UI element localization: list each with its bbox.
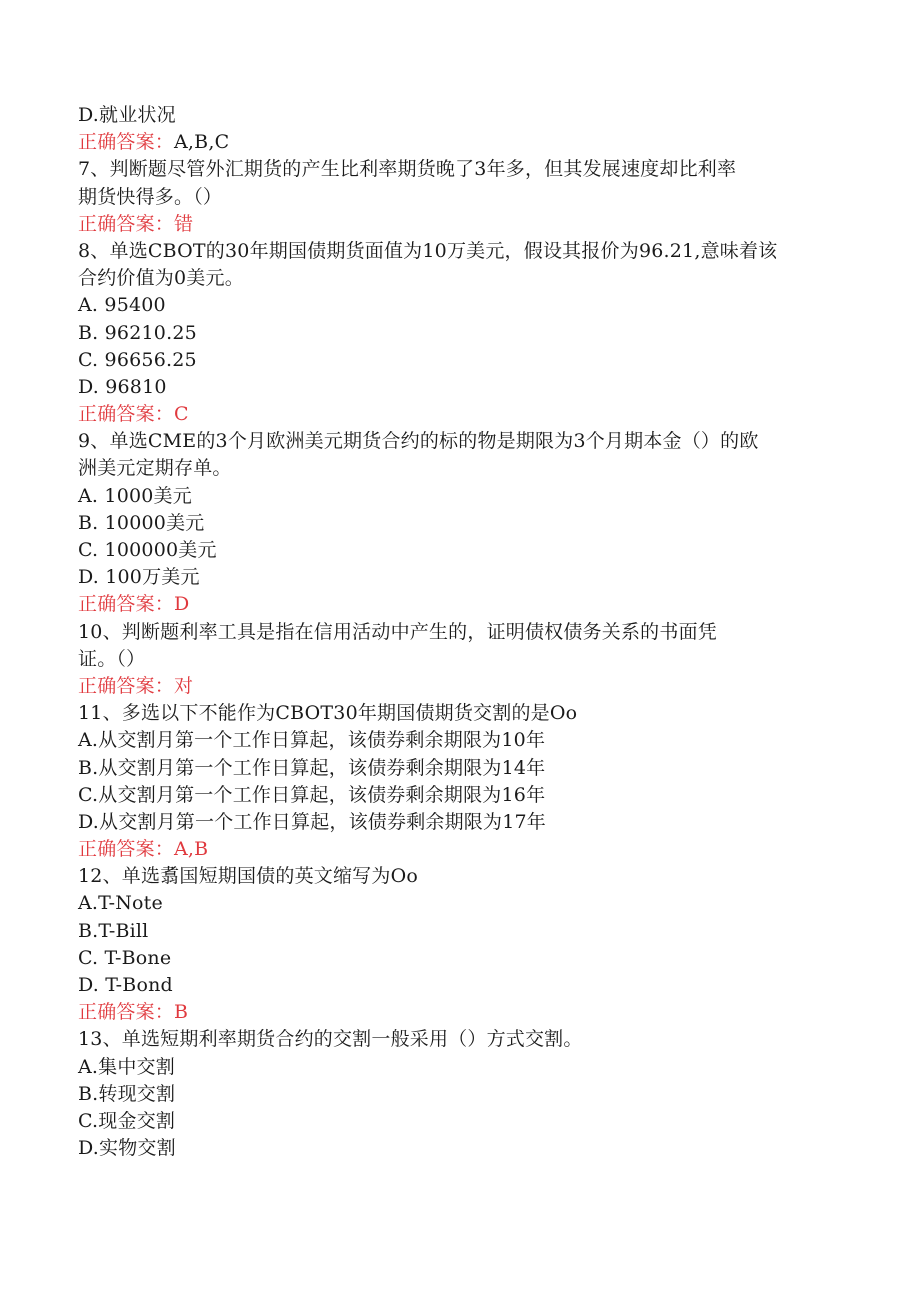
answer-label: 正确答案： — [78, 403, 175, 426]
answer-value: 对 — [174, 674, 194, 697]
option-b: B.从交割月第一个工作日算起，该债券剩余期限为14年 — [78, 756, 546, 779]
answer-value: A,B — [174, 838, 209, 861]
option-d: D. T-Bond — [78, 974, 173, 996]
correct-answer — [78, 591, 848, 618]
option-b: B. 96210.25 — [78, 321, 197, 344]
answer-value: C — [174, 403, 189, 426]
question-text-cont: 洲美元定期存单。 — [78, 457, 232, 480]
option-b: B. 10000美元 — [78, 511, 205, 534]
question-text-cont: 证。（） — [78, 647, 146, 670]
question-10 — [78, 619, 848, 701]
correct-answer — [78, 999, 848, 1026]
correct-answer — [78, 211, 848, 238]
option-c: C. 96656.25 — [78, 348, 197, 371]
option-d: D. 100万美元 — [78, 566, 200, 589]
answer-label: 正确答案： — [78, 674, 175, 697]
option-c: C. T-Bone — [78, 946, 172, 969]
question-7 — [78, 156, 848, 238]
answer-value: 错 — [174, 212, 194, 235]
correct-answer — [78, 836, 848, 863]
question-text: 12、单选翥国短期国债的英文缩写为Oo — [78, 865, 418, 888]
question-text: 10、判断题利率工具是指在信用活动中产生的，证明债权债务关系的书面凭 — [78, 620, 717, 643]
option-d: D. 96810 — [78, 375, 167, 398]
option-a: A.T-Note — [78, 892, 163, 915]
question-12 — [78, 863, 848, 1026]
correct-answer — [78, 673, 848, 700]
answer-value: A,B,C — [174, 131, 230, 154]
question-11 — [78, 700, 848, 863]
question-9 — [78, 428, 848, 618]
option-c: C.从交割月第一个工作日算起，该债券剩余期限为16年 — [78, 783, 546, 806]
question-8 — [78, 238, 848, 428]
answer-label: 正确答案： — [78, 593, 175, 616]
question-text: 8、单选CBOT的30年期国债期货面值为10万美元，假设其报价为96.21,意味着该 — [78, 239, 778, 262]
answer-value: D — [174, 593, 190, 616]
option-a: A.集中交割 — [78, 1055, 175, 1078]
question-text-cont: 合约价值为0美元。 — [78, 267, 244, 290]
option-a: A. 95400 — [78, 294, 166, 317]
option-a: A.从交割月第一个工作日算起，该债券剩余期限为10年 — [78, 729, 546, 752]
question-13 — [78, 1026, 848, 1162]
answer-value: B — [174, 1001, 189, 1024]
option-d: D.实物交割 — [78, 1137, 176, 1160]
option-b: B.T-Bill — [78, 919, 149, 942]
answer-label: 正确答案： — [78, 1001, 175, 1024]
question-text: 13、单选短期利率期货合约的交割一般采用（）方式交割。 — [78, 1028, 583, 1051]
answer-label: 正确答案： — [78, 131, 175, 154]
option-a: A. 1000美元 — [78, 484, 192, 507]
question-text-cont: 期货快得多。（） — [78, 185, 223, 208]
correct-answer — [78, 401, 848, 428]
question-text: 7、判断题尽管外汇期货的产生比利率期货晚了3年多，但其发展速度却比利率 — [78, 158, 737, 181]
option-b: B.转现交割 — [78, 1082, 176, 1105]
document-page — [78, 102, 848, 1162]
option-d: D.就业状况 — [78, 104, 176, 126]
question-text: 11、多选以下不能作为CBOT30年期国债期货交割的是Oo — [78, 702, 578, 725]
option-c: C. 100000美元 — [78, 539, 217, 561]
question-text: 9、单选CME的3个月欧洲美元期货合约的标的物是期限为3个月期本金（）的欧 — [78, 430, 759, 453]
answer-label: 正确答案： — [78, 212, 175, 235]
option-c: C.现金交割 — [78, 1109, 176, 1132]
option-d: D.从交割月第一个工作日算起，该债券剩余期限为17年 — [78, 810, 546, 833]
answer-label: 正确答案： — [78, 838, 175, 861]
correct-answer — [78, 129, 848, 156]
